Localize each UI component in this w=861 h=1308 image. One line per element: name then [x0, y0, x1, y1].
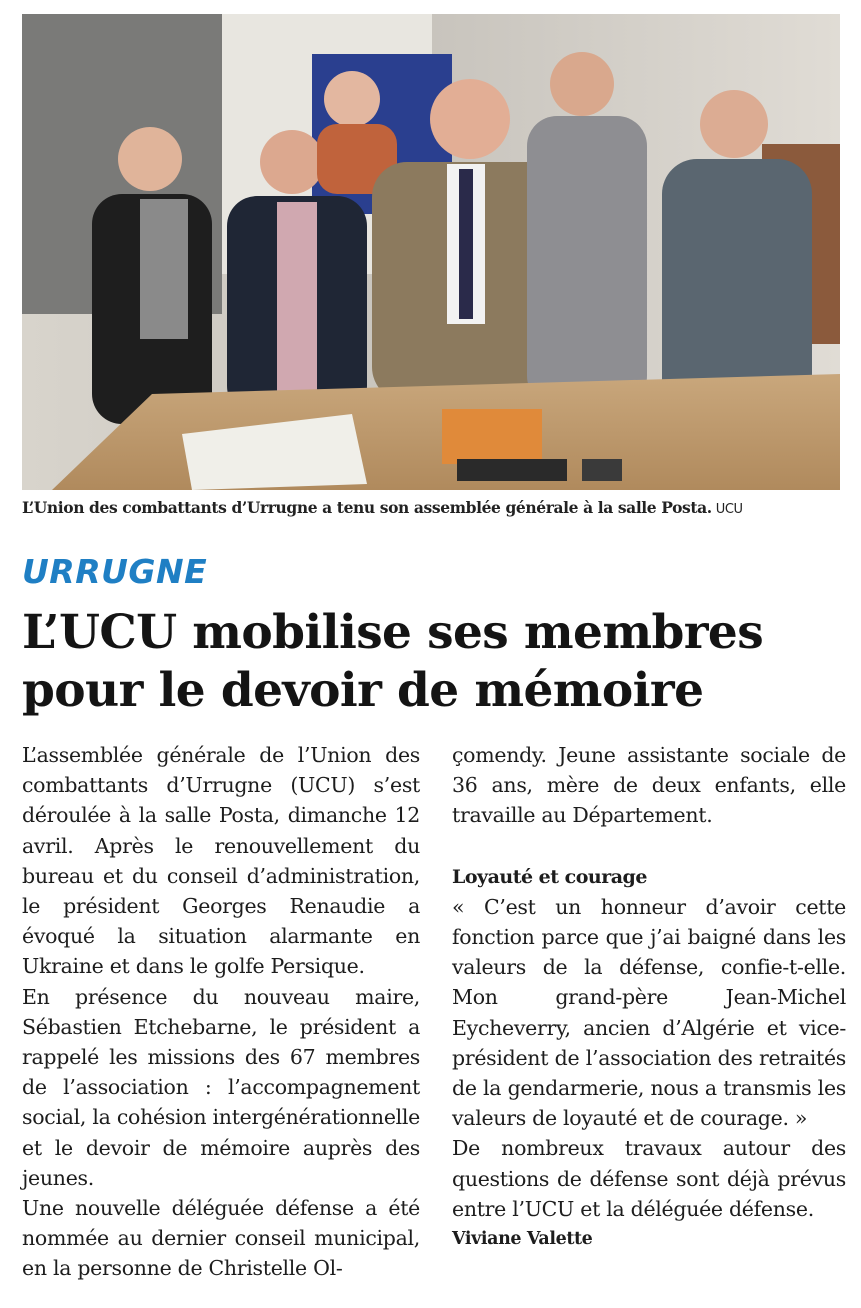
paragraph: L’assemblée générale de l’Union des combattants d’Urrugne (UCU) s’est déroulée à la salle Posta, dimanche 12 avril. Après le renouvellement du bureau et du conseil d’administration, le président Georges Renaudie a évoqué la situation alarmante en Ukraine et dans le golfe Persique.	[22, 743, 420, 979]
group-photo-illustration	[22, 14, 840, 490]
paragraph: En présence du nouveau maire, Sébastien Etchebarne, le président a rappelé les missions des 67 membres de l’association : l’accompagnement social, la cohésion intergénérationnelle et le devoir de mémoire auprès des jeunes.	[22, 984, 420, 1190]
article-column-1	[22, 740, 420, 1284]
article-column-2	[452, 740, 846, 1254]
article-photo	[22, 14, 840, 490]
paragraph: « C’est un honneur d’avoir cette fonction parce que j’ai baigné dans les valeurs de la défense, confie-t-elle. Mon grand-père Jean-Michel Eycheverry, ancien d’Algérie et vice-président de l’association des retraités de la gendarmerie, nous a transmis les valeurs de loyauté et de courage. »	[452, 894, 846, 1131]
paragraph: çomendy. Jeune assistante sociale de 36 ans, mère de deux enfants, elle travaille au Département.	[452, 743, 846, 828]
caption-text: L’Union des combattants d’Urrugne a tenu son assemblée générale à la salle Posta.	[22, 498, 712, 517]
article-author: Viviane Valette	[452, 1229, 593, 1250]
article-subhead: Loyauté et courage	[452, 865, 647, 888]
section-kicker: URRUGNE	[22, 552, 208, 591]
paragraph: De nombreux travaux autour des questions de défense sont déjà prévus entre l’UCU et la déléguée défense.	[452, 1136, 846, 1221]
paragraph: Une nouvelle déléguée défense a été nommée au dernier conseil municipal, en la personne de Christelle Ol-	[22, 1196, 420, 1281]
article-headline: L’UCU mobilise ses membres pour le devoir de mémoire	[22, 605, 764, 718]
photo-caption	[22, 498, 842, 517]
photo-credit: UCU	[715, 502, 743, 517]
